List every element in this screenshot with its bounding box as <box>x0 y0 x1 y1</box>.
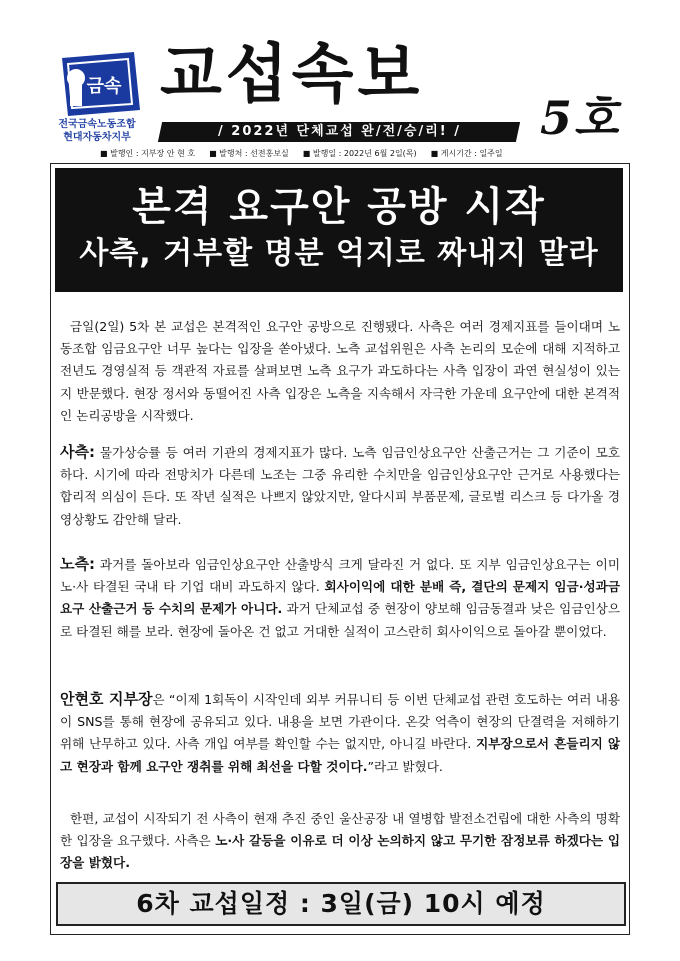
union-name-line1: 전국금속노동조합 <box>58 119 136 130</box>
meta-date: ■ 발행일 : 2022년 6월 2일(목) <box>302 149 417 158</box>
next-schedule-box: 6차 교섭일정 : 3일(금) 10시 예정 <box>56 882 626 926</box>
headline: 본격 요구안 공방 시작 <box>132 184 546 230</box>
plant-statement-bold: 노·사 갈등을 이유로 더 이상 논의하지 않고 무기한 잠정보류 하겠다는 입장을 밝혔다. <box>60 833 620 871</box>
union-statement-b: 과거 단체교섭 중 현장이 양보해 임금동결과 낮은 임금인상으로 타결된 해를 보라. 현장에 돌아온 건 없고 거대한 실적이 고스란히 회사이익으로 돌아갈 뿐이었다. <box>60 601 620 639</box>
union-name <box>48 118 146 144</box>
masthead-title: 교섭속보 <box>160 38 424 112</box>
publication-meta <box>100 148 620 160</box>
paragraph-union <box>60 553 620 643</box>
union-statement-bold: 회사이익에 대한 분배 즉, 결단의 문제지 임금·성과금 요구 산출근거 등 수치의 문제가 아니다. <box>60 579 620 617</box>
plant-statement-a: 한편, 교섭이 시작되기 전 사측이 현재 추진 중인 울산공장 내 열병합 발전소건립에 대한 사측의 명확한 입장을 요구했다. 사측은 <box>60 811 620 849</box>
speaker-chairman: 안현호 지부장 <box>60 690 153 708</box>
paragraph-plant <box>60 808 620 875</box>
paragraph-chairman <box>60 688 620 778</box>
subheadline: 사측, 거부할 명분 억지로 짜내지 말라 <box>79 236 599 271</box>
meta-office: ■ 발행처 : 선전홍보실 <box>209 149 289 158</box>
speaker-company: 사측: <box>60 443 95 461</box>
paragraph-company <box>60 441 620 531</box>
chairman-statement-b: ”라고 밝혔다. <box>367 758 443 774</box>
meta-publisher: ■ 발행인 : 지부장 안 현 호 <box>100 149 196 158</box>
meta-period: ■ 게시기간 : 일주일 <box>430 149 503 158</box>
headline-banner <box>55 168 623 292</box>
company-statement: 물가상승률 등 여러 기관의 경제지표가 많다. 노측 임금인상요구안 산출근거는 그 기준이 모호하다. 시기에 따라 전망치가 다른데 노조는 그중 유리한 수치만을 임금인상요구안 근거로 사용했다는 합리적 의심이 든다. 또 작년 실적은 나쁘지 않았지만, 알다시피 부품문제, 글로벌 리스크 등 다가올 경영상황도 감안해 달라. <box>60 445 620 527</box>
slogan-text: / 2022년 단체교섭 완/전/승/리! / <box>217 124 461 139</box>
union-statement-a: 과거를 돌아보라 임금인상요구안 산출방식 크게 달라진 거 없다. 또 지부 임금인상요구는 이미 노·사 타결된 국내 타 기업 대비 과도하지 않다. <box>60 557 620 595</box>
chairman-statement-a: 은 “이제 1회독이 시작인데 외부 커뮤니티 등 이번 단체교섭 관련 호도하는 여러 내용이 SNS를 통해 현장에 공유되고 있다. 내용을 보면 가관이다. 온갖 억측이 현장의 단결력을 저해하기 위해 난무하고 있다. 사측 개입 여부를 확인할 수는 없지만, 아니길 바란다. <box>60 692 620 752</box>
paragraph-intro: 금일(2일) 5차 본 교섭은 본격적인 요구안 공방으로 진행됐다. 사측은 여러 경제지표를 들이대며 노동조합 임금요구안 너무 높다는 입장을 쏟아냈다. 노측 교섭위원은 사측 논리의 모순에 대해 지적하고 전년도 경영실적 등 객관적 자료를 살펴보면 노측 요구가 과도하다는 사측 입장이 과연 현실성이 있는지 반문했다. 현장 정서와 동떨어진 사측 입장은 노측을 지속해서 자극한 가운데 요구안에 대한 본격적인 논리공방을 시작했다. <box>60 319 620 423</box>
slogan-bar <box>158 122 520 142</box>
speaker-union: 노측: <box>60 555 95 573</box>
issue-number: 5호 <box>540 91 621 145</box>
chairman-statement-bold: 지부장으로서 흔들리지 않고 현장과 함께 요구안 쟁취를 위해 최선을 다할 것이다. <box>60 736 620 774</box>
union-name-line2: 현대자동차지부 <box>63 132 131 143</box>
logo-text: 금속 <box>86 76 122 97</box>
